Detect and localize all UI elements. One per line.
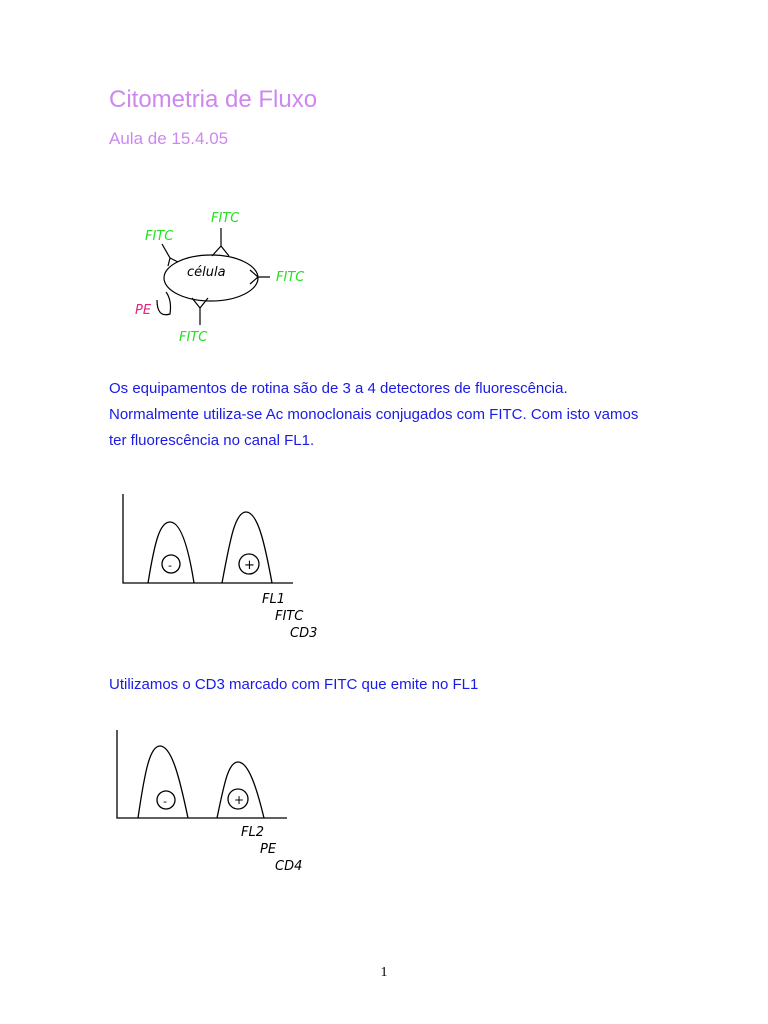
negative-sign: -	[163, 795, 167, 808]
fitc-label-right: FITC	[276, 270, 305, 285]
fitc-label-top: FITC	[211, 211, 240, 226]
paragraph-cd3: Utilizamos o CD3 marcado com FITC que emite no FL1	[109, 676, 479, 693]
paragraph-line: Os equipamentos de rotina são de 3 a 4 detectores de fluorescência.	[109, 380, 568, 397]
positive-sign: +	[244, 558, 255, 573]
page-title: Citometria de Fluxo	[109, 86, 318, 113]
fitc-label-bottom: FITC	[179, 330, 208, 345]
cell-label: célula	[187, 265, 226, 280]
page-number: 1	[380, 965, 388, 980]
histogram-axes	[123, 494, 293, 583]
antibody-right	[250, 270, 270, 284]
antibody-pe	[157, 292, 171, 315]
paragraph-line: ter fluorescência no canal FL1.	[109, 432, 315, 449]
antibody-bottom	[192, 298, 208, 325]
channel-label: FL2	[241, 825, 264, 840]
marker-label: CD3	[290, 626, 318, 641]
fluorochrome-label: PE	[260, 842, 277, 857]
histogram-fl2	[117, 730, 287, 818]
positive-sign: +	[234, 793, 245, 807]
lecture-date: Aula de 15.4.05	[109, 129, 229, 148]
peak-positive	[217, 762, 264, 818]
fitc-label-left: FITC	[145, 229, 174, 244]
fluorochrome-label: FITC	[275, 609, 304, 624]
antibody-top	[212, 228, 229, 256]
pe-label: PE	[135, 303, 152, 318]
histogram-fl1	[123, 494, 293, 583]
paragraph-line: Normalmente utiliza-se Ac monoclonais conjugados com FITC. Com isto vamos	[109, 406, 639, 423]
paragraph-detectors	[109, 376, 638, 454]
negative-sign: -	[168, 559, 172, 572]
marker-label: CD4	[275, 859, 303, 874]
peak-negative	[148, 522, 194, 583]
histogram-axes	[117, 730, 287, 818]
channel-label: FL1	[262, 592, 285, 607]
